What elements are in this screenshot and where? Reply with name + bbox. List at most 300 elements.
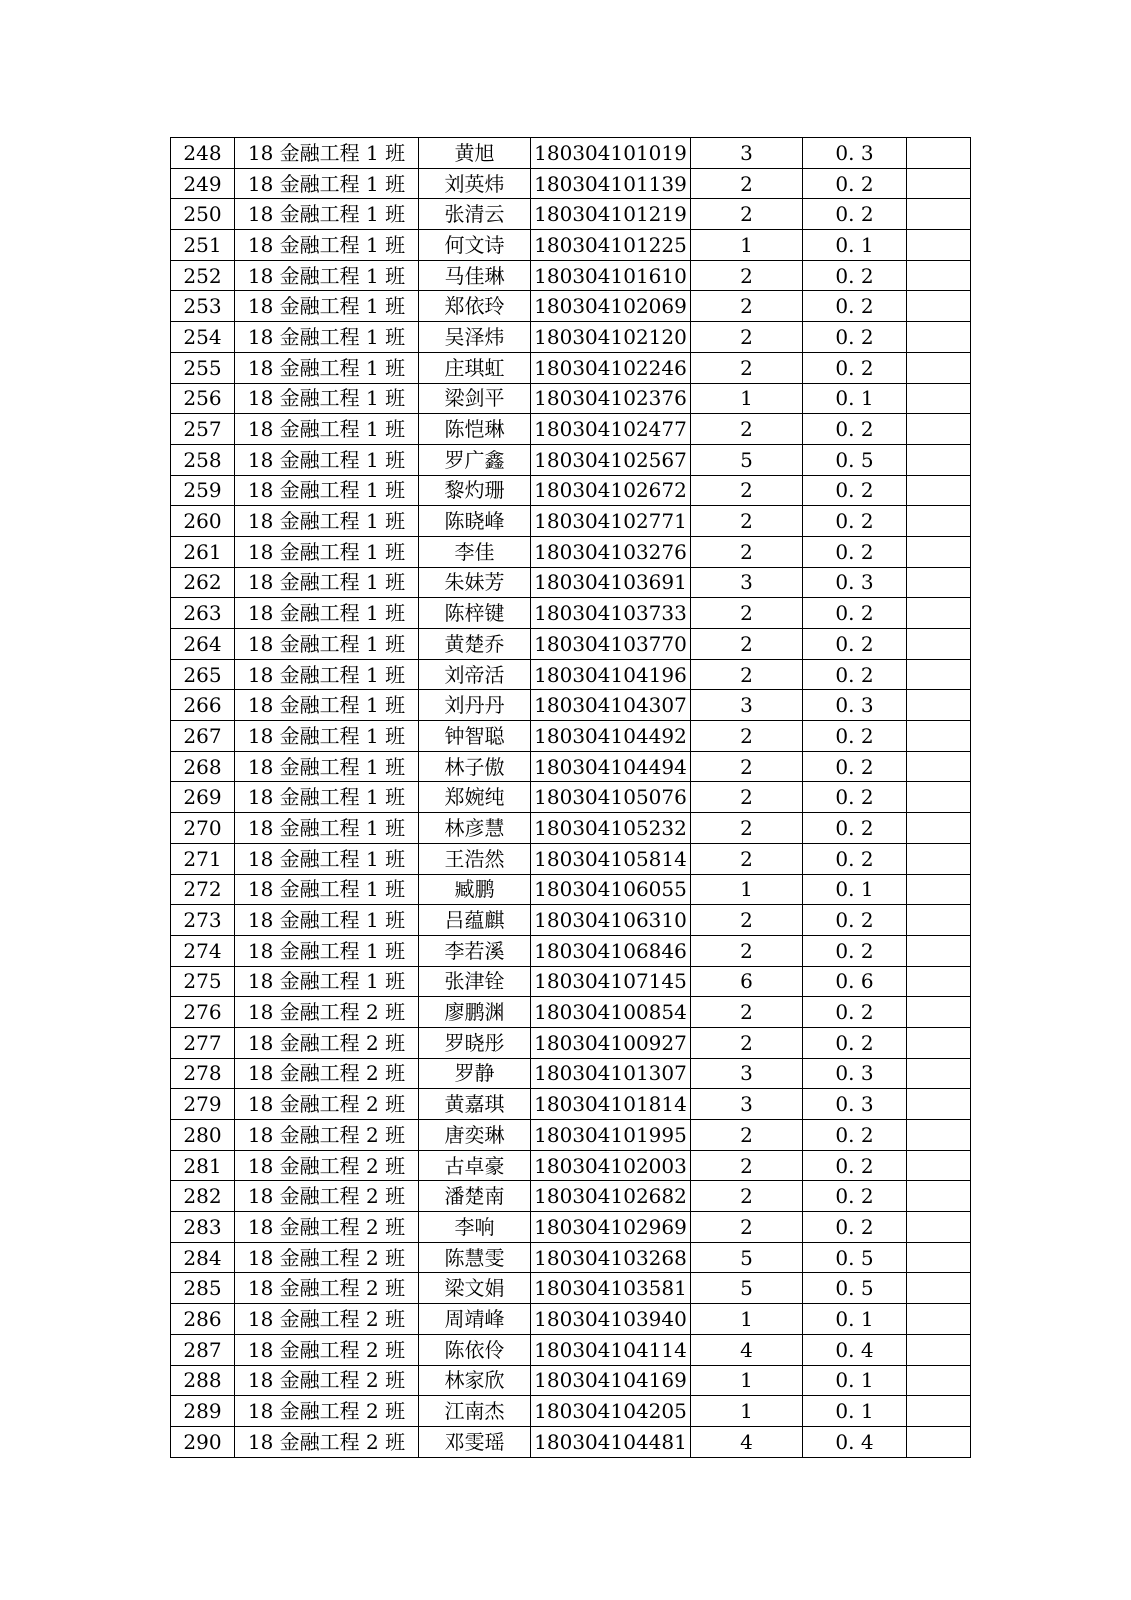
count-cell: 2 [691,813,803,844]
count-cell: 4 [691,1334,803,1365]
student-name-cell: 郑婉纯 [419,782,531,813]
row-number-cell: 272 [171,874,235,905]
row-number-cell: 282 [171,1181,235,1212]
count-cell: 2 [691,1027,803,1058]
row-number-cell: 287 [171,1334,235,1365]
student-id-cell: 180304102069 [531,291,691,322]
table-row [171,721,971,752]
table-row [171,230,971,261]
count-cell: 2 [691,352,803,383]
count-cell: 3 [691,1089,803,1120]
student-name-cell: 陈慧雯 [419,1242,531,1273]
note-cell [907,168,971,199]
count-cell: 1 [691,1396,803,1427]
class-name-cell: 18 金融工程 1 班 [235,843,419,874]
student-name-cell: 刘丹丹 [419,690,531,721]
score-cell: 0. 3 [803,138,907,169]
row-number-cell: 254 [171,322,235,353]
count-cell: 2 [691,1181,803,1212]
score-cell: 0. 5 [803,1273,907,1304]
student-id-cell: 180304102246 [531,352,691,383]
student-id-cell: 180304101019 [531,138,691,169]
student-name-cell: 邓雯瑶 [419,1426,531,1457]
student-id-cell: 180304103770 [531,629,691,660]
table-row [171,1212,971,1243]
class-name-cell: 18 金融工程 1 班 [235,629,419,660]
row-number-cell: 256 [171,383,235,414]
score-cell: 0. 3 [803,1058,907,1089]
count-cell: 5 [691,1242,803,1273]
student-id-cell: 180304106055 [531,874,691,905]
class-name-cell: 18 金融工程 2 班 [235,1027,419,1058]
student-name-cell: 马佳琳 [419,260,531,291]
class-name-cell: 18 金融工程 2 班 [235,1212,419,1243]
student-name-cell: 黄楚乔 [419,629,531,660]
score-cell: 0. 2 [803,1150,907,1181]
row-number-cell: 270 [171,813,235,844]
class-name-cell: 18 金融工程 2 班 [235,1426,419,1457]
score-cell: 0. 1 [803,383,907,414]
row-number-cell: 249 [171,168,235,199]
row-number-cell: 263 [171,598,235,629]
class-name-cell: 18 金融工程 2 班 [235,997,419,1028]
count-cell: 2 [691,905,803,936]
score-cell: 0. 2 [803,1027,907,1058]
count-cell: 2 [691,751,803,782]
student-name-cell: 陈依伶 [419,1334,531,1365]
student-id-cell: 180304101225 [531,230,691,261]
count-cell: 2 [691,629,803,660]
student-name-cell: 何文诗 [419,230,531,261]
note-cell [907,721,971,752]
note-cell [907,567,971,598]
score-cell: 0. 2 [803,414,907,445]
score-cell: 0. 3 [803,567,907,598]
student-id-cell: 180304104196 [531,659,691,690]
table-row [171,659,971,690]
note-cell [907,843,971,874]
student-name-cell: 李响 [419,1212,531,1243]
note-cell [907,506,971,537]
note-cell [907,414,971,445]
count-cell: 2 [691,199,803,230]
table-row [171,1426,971,1457]
student-id-cell: 180304100927 [531,1027,691,1058]
note-cell [907,1304,971,1335]
count-cell: 2 [691,322,803,353]
table-row [171,352,971,383]
score-cell: 0. 2 [803,536,907,567]
score-cell: 0. 1 [803,1304,907,1335]
score-cell: 0. 2 [803,1120,907,1151]
score-cell: 0. 2 [803,291,907,322]
class-name-cell: 18 金融工程 1 班 [235,444,419,475]
student-name-cell: 潘楚南 [419,1181,531,1212]
note-cell [907,291,971,322]
note-cell [907,874,971,905]
student-id-cell: 180304101995 [531,1120,691,1151]
class-name-cell: 18 金融工程 1 班 [235,291,419,322]
note-cell [907,1058,971,1089]
note-cell [907,1120,971,1151]
score-cell: 0. 2 [803,506,907,537]
table-row [171,598,971,629]
note-cell [907,1212,971,1243]
table-row [171,751,971,782]
note-cell [907,782,971,813]
row-number-cell: 276 [171,997,235,1028]
student-id-cell: 180304102120 [531,322,691,353]
count-cell: 2 [691,598,803,629]
student-id-cell: 180304104494 [531,751,691,782]
note-cell [907,444,971,475]
student-id-cell: 180304104307 [531,690,691,721]
class-name-cell: 18 金融工程 1 班 [235,751,419,782]
class-name-cell: 18 金融工程 1 班 [235,966,419,997]
class-name-cell: 18 金融工程 2 班 [235,1089,419,1120]
student-id-cell: 180304102003 [531,1150,691,1181]
student-name-cell: 吕蕴麒 [419,905,531,936]
student-id-cell: 180304104492 [531,721,691,752]
student-name-cell: 林子傲 [419,751,531,782]
table-row [171,168,971,199]
table-row [171,260,971,291]
count-cell: 2 [691,935,803,966]
table-row [171,506,971,537]
student-id-cell: 180304105232 [531,813,691,844]
note-cell [907,475,971,506]
row-number-cell: 261 [171,536,235,567]
row-number-cell: 273 [171,905,235,936]
class-name-cell: 18 金融工程 1 班 [235,383,419,414]
table-row [171,138,971,169]
table-row [171,629,971,660]
count-cell: 2 [691,291,803,322]
score-cell: 0. 2 [803,935,907,966]
row-number-cell: 278 [171,1058,235,1089]
class-name-cell: 18 金融工程 1 班 [235,690,419,721]
note-cell [907,659,971,690]
student-name-cell: 郑依玲 [419,291,531,322]
score-cell: 0. 2 [803,199,907,230]
count-cell: 1 [691,230,803,261]
student-id-cell: 180304102682 [531,1181,691,1212]
student-table-body [171,138,971,1458]
row-number-cell: 252 [171,260,235,291]
student-id-cell: 180304105076 [531,782,691,813]
student-id-cell: 180304105814 [531,843,691,874]
student-id-cell: 180304100854 [531,997,691,1028]
score-cell: 0. 2 [803,751,907,782]
count-cell: 6 [691,966,803,997]
class-name-cell: 18 金融工程 1 班 [235,506,419,537]
table-row [171,997,971,1028]
count-cell: 2 [691,1150,803,1181]
table-row [171,1304,971,1335]
student-name-cell: 张津铨 [419,966,531,997]
table-row [171,782,971,813]
row-number-cell: 285 [171,1273,235,1304]
class-name-cell: 18 金融工程 1 班 [235,905,419,936]
class-name-cell: 18 金融工程 1 班 [235,230,419,261]
note-cell [907,1426,971,1457]
count-cell: 1 [691,874,803,905]
table-row [171,444,971,475]
score-cell: 0. 2 [803,813,907,844]
note-cell [907,536,971,567]
table-row [171,813,971,844]
student-id-cell: 180304102672 [531,475,691,506]
row-number-cell: 271 [171,843,235,874]
table-row [171,966,971,997]
class-name-cell: 18 金融工程 2 班 [235,1396,419,1427]
score-cell: 0. 2 [803,260,907,291]
student-id-cell: 180304102376 [531,383,691,414]
table-row [171,690,971,721]
student-name-cell: 臧鹏 [419,874,531,905]
row-number-cell: 283 [171,1212,235,1243]
count-cell: 1 [691,1304,803,1335]
row-number-cell: 284 [171,1242,235,1273]
note-cell [907,1027,971,1058]
count-cell: 3 [691,138,803,169]
row-number-cell: 248 [171,138,235,169]
table-row [171,1273,971,1304]
student-name-cell: 刘英炜 [419,168,531,199]
table-row [171,874,971,905]
class-name-cell: 18 金融工程 2 班 [235,1120,419,1151]
class-name-cell: 18 金融工程 1 班 [235,782,419,813]
student-id-cell: 180304104205 [531,1396,691,1427]
class-name-cell: 18 金融工程 1 班 [235,414,419,445]
note-cell [907,997,971,1028]
count-cell: 2 [691,260,803,291]
class-name-cell: 18 金融工程 1 班 [235,721,419,752]
score-cell: 0. 2 [803,721,907,752]
count-cell: 2 [691,506,803,537]
score-cell: 0. 2 [803,659,907,690]
score-cell: 0. 2 [803,1181,907,1212]
score-cell: 0. 6 [803,966,907,997]
table-row [171,536,971,567]
row-number-cell: 253 [171,291,235,322]
student-id-cell: 180304101307 [531,1058,691,1089]
class-name-cell: 18 金融工程 1 班 [235,352,419,383]
student-name-cell: 古卓豪 [419,1150,531,1181]
count-cell: 5 [691,1273,803,1304]
note-cell [907,813,971,844]
row-number-cell: 286 [171,1304,235,1335]
score-cell: 0. 2 [803,997,907,1028]
table-row [171,383,971,414]
note-cell [907,138,971,169]
note-cell [907,199,971,230]
student-name-cell: 林彦慧 [419,813,531,844]
row-number-cell: 264 [171,629,235,660]
class-name-cell: 18 金融工程 1 班 [235,199,419,230]
score-cell: 0. 2 [803,905,907,936]
table-row [171,1150,971,1181]
class-name-cell: 18 金融工程 1 班 [235,813,419,844]
student-name-cell: 陈晓峰 [419,506,531,537]
student-id-cell: 180304101139 [531,168,691,199]
note-cell [907,598,971,629]
count-cell: 2 [691,1120,803,1151]
table-row [171,1334,971,1365]
class-name-cell: 18 金融工程 1 班 [235,935,419,966]
score-cell: 0. 4 [803,1426,907,1457]
count-cell: 3 [691,1058,803,1089]
class-name-cell: 18 金融工程 2 班 [235,1273,419,1304]
class-name-cell: 18 金融工程 2 班 [235,1334,419,1365]
student-name-cell: 王浩然 [419,843,531,874]
count-cell: 1 [691,383,803,414]
table-row [171,1396,971,1427]
student-name-cell: 刘帝活 [419,659,531,690]
count-cell: 2 [691,1212,803,1243]
row-number-cell: 259 [171,475,235,506]
table-row [171,1365,971,1396]
student-id-cell: 180304106846 [531,935,691,966]
student-id-cell: 180304102969 [531,1212,691,1243]
score-cell: 0. 4 [803,1334,907,1365]
student-id-cell: 180304103276 [531,536,691,567]
student-name-cell: 罗静 [419,1058,531,1089]
student-id-cell: 180304104169 [531,1365,691,1396]
student-id-cell: 180304101814 [531,1089,691,1120]
row-number-cell: 277 [171,1027,235,1058]
row-number-cell: 250 [171,199,235,230]
student-id-cell: 180304106310 [531,905,691,936]
class-name-cell: 18 金融工程 2 班 [235,1242,419,1273]
note-cell [907,966,971,997]
note-cell [907,1273,971,1304]
table-row [171,1089,971,1120]
score-cell: 0. 1 [803,1396,907,1427]
count-cell: 2 [691,168,803,199]
student-id-cell: 180304103691 [531,567,691,598]
note-cell [907,935,971,966]
note-cell [907,1396,971,1427]
note-cell [907,383,971,414]
row-number-cell: 279 [171,1089,235,1120]
row-number-cell: 290 [171,1426,235,1457]
student-name-cell: 黎灼珊 [419,475,531,506]
score-cell: 0. 5 [803,444,907,475]
student-id-cell: 180304103268 [531,1242,691,1273]
class-name-cell: 18 金融工程 1 班 [235,260,419,291]
table-row [171,1058,971,1089]
row-number-cell: 269 [171,782,235,813]
student-name-cell: 朱妹芳 [419,567,531,598]
count-cell: 2 [691,997,803,1028]
class-name-cell: 18 金融工程 1 班 [235,567,419,598]
count-cell: 3 [691,690,803,721]
student-name-cell: 吴泽炜 [419,322,531,353]
count-cell: 1 [691,1365,803,1396]
student-name-cell: 梁文娟 [419,1273,531,1304]
note-cell [907,322,971,353]
count-cell: 3 [691,567,803,598]
student-name-cell: 罗广鑫 [419,444,531,475]
row-number-cell: 265 [171,659,235,690]
student-name-cell: 黄嘉琪 [419,1089,531,1120]
student-name-cell: 陈梓键 [419,598,531,629]
note-cell [907,629,971,660]
count-cell: 5 [691,444,803,475]
student-name-cell: 李佳 [419,536,531,567]
table-row [171,1027,971,1058]
student-name-cell: 梁剑平 [419,383,531,414]
table-row [171,567,971,598]
score-cell: 0. 5 [803,1242,907,1273]
student-name-cell: 林家欣 [419,1365,531,1396]
student-id-cell: 180304104481 [531,1426,691,1457]
student-name-cell: 李若溪 [419,935,531,966]
table-row [171,905,971,936]
note-cell [907,1242,971,1273]
row-number-cell: 257 [171,414,235,445]
student-name-cell: 庄琪虹 [419,352,531,383]
count-cell: 2 [691,536,803,567]
score-cell: 0. 2 [803,475,907,506]
class-name-cell: 18 金融工程 2 班 [235,1181,419,1212]
row-number-cell: 281 [171,1150,235,1181]
student-name-cell: 罗晓彤 [419,1027,531,1058]
count-cell: 4 [691,1426,803,1457]
row-number-cell: 268 [171,751,235,782]
table-row [171,1120,971,1151]
row-number-cell: 262 [171,567,235,598]
student-name-cell: 钟智聪 [419,721,531,752]
score-cell: 0. 3 [803,690,907,721]
table-row [171,414,971,445]
class-name-cell: 18 金融工程 1 班 [235,874,419,905]
score-cell: 0. 3 [803,1089,907,1120]
student-name-cell: 陈恺琳 [419,414,531,445]
student-name-cell: 唐奕琳 [419,1120,531,1151]
row-number-cell: 274 [171,935,235,966]
score-cell: 0. 1 [803,1365,907,1396]
row-number-cell: 280 [171,1120,235,1151]
table-row [171,1242,971,1273]
score-cell: 0. 1 [803,230,907,261]
row-number-cell: 289 [171,1396,235,1427]
score-cell: 0. 2 [803,168,907,199]
count-cell: 2 [691,659,803,690]
class-name-cell: 18 金融工程 1 班 [235,138,419,169]
class-name-cell: 18 金融工程 2 班 [235,1058,419,1089]
score-cell: 0. 2 [803,1212,907,1243]
score-cell: 0. 2 [803,629,907,660]
class-name-cell: 18 金融工程 1 班 [235,659,419,690]
count-cell: 2 [691,414,803,445]
note-cell [907,1089,971,1120]
note-cell [907,690,971,721]
table-row [171,935,971,966]
class-name-cell: 18 金融工程 1 班 [235,168,419,199]
note-cell [907,905,971,936]
student-name-cell: 江南杰 [419,1396,531,1427]
class-name-cell: 18 金融工程 2 班 [235,1304,419,1335]
note-cell [907,260,971,291]
table-row [171,291,971,322]
row-number-cell: 251 [171,230,235,261]
note-cell [907,751,971,782]
row-number-cell: 275 [171,966,235,997]
note-cell [907,1150,971,1181]
count-cell: 2 [691,721,803,752]
